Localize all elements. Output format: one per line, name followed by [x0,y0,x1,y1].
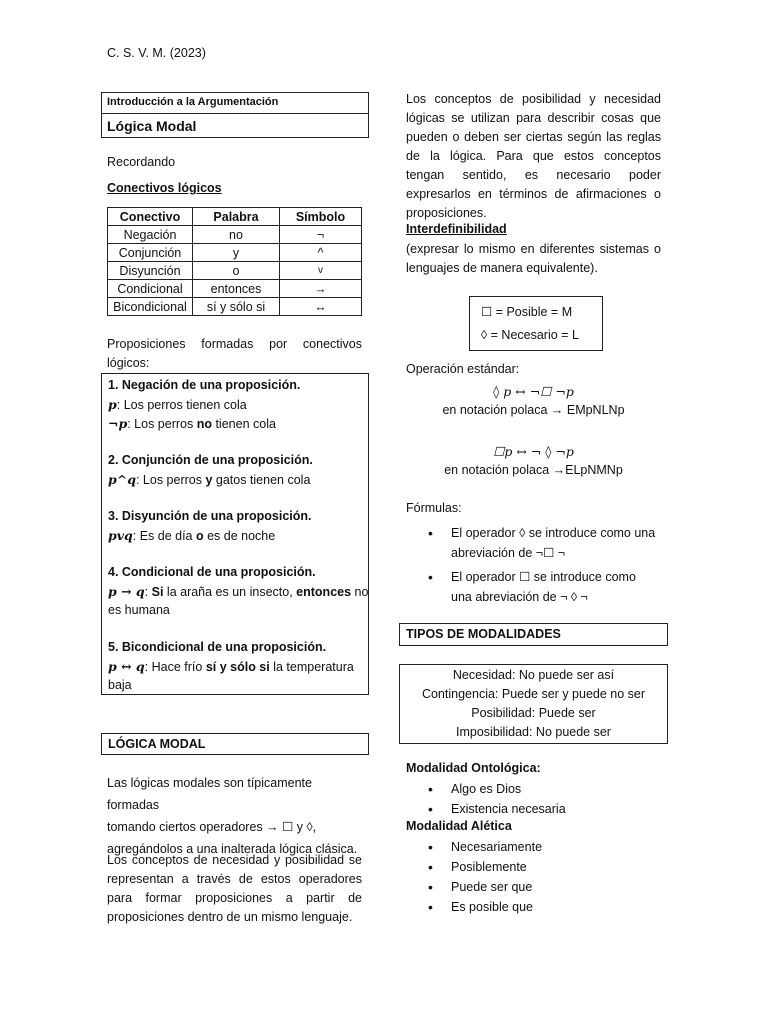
paragraph-line: agregándolos a una inalterada lógica clásica. [107,842,358,856]
prop-bicondicional-title: 5. Bicondicional de una proposición. [108,640,327,654]
list-item: • Existencia necesaria [406,799,668,819]
tipos-modalidades-box: TIPOS DE MODALIDADES [399,623,668,646]
paragraph-line: Las lógicas modales son típicamente formadas [107,776,312,812]
conectivos-heading: Conectivos lógicos [107,181,222,195]
list-item: • Posiblemente [406,857,668,877]
prop-text: gatos tienen cola [212,473,311,487]
connectives-table [107,207,362,316]
necesario-definition: ◊ = Necesario = L [481,328,579,342]
recordando-label: Recordando [107,155,176,169]
modalidad-ontologica-heading: Modalidad Ontológica: [406,761,541,775]
table-cell: ¬ [280,226,362,244]
list-item-line: abreviación de ¬☐ ¬ [451,546,566,560]
prop-conjuncion-example [108,470,362,489]
list-item: • Puede ser que [406,877,668,897]
table-cell: Negación [108,226,193,244]
prop-keyword: sí y sólo si [205,660,270,674]
modalidad-aletica-heading: Modalidad Alética [406,819,512,833]
table-cell: ^ [280,244,362,262]
prop-keyword: Si [151,585,164,599]
prop-keyword: o [195,529,204,543]
prop-disyuncion-title: 3. Disyunción de una proposición. [108,509,312,523]
prop-text: no [351,585,369,599]
modalidad-necesidad: Necesidad: No puede ser así [452,668,615,682]
prop-keyword: no [196,417,212,431]
proposiciones-intro: Proposiciones formadas por conectivos lógicos: [107,337,362,370]
posible-definition: ☐ = Posible = M [481,305,573,319]
prop-symbol: p → q [108,584,145,599]
list-item-line: una abreviación de ¬ ◊ ¬ [451,590,588,604]
aletica-list [406,837,668,917]
interdefinibilidad-text: (expresar lo mismo en diferentes sistemas o lenguajes de manera equivalente). [406,242,661,275]
list-item-line: • El operador ☐ se introduce como [451,570,636,584]
table-row [108,244,362,262]
prop-text: la temperatura [269,660,354,674]
prop-condicional-title: 4. Condicional de una proposición. [108,565,316,579]
paragraph-line: tomando ciertos operadores → ☐ y ◊, [107,820,317,834]
table-cell: → [280,280,362,298]
list-item: • Necesariamente [406,837,668,857]
modalidades-box [399,664,668,744]
table-row [108,280,362,298]
table-cell: Disyunción [108,262,193,280]
prop-text: : Es de día [132,529,196,543]
document-title: Lógica Modal [107,118,197,134]
table-cell: y [193,244,280,262]
modalidad-imposibilidad: Imposibilidad: No puede ser [456,725,611,739]
prop-negacion-example-1 [108,395,362,414]
table-header: Palabra [193,208,280,226]
modal-logic-paragraph-2: Los conceptos de necesidad y posibilidad se representan a través de estos operadores para formar proposiciones a partir de proposiciones dentro de un mismo lenguaje. [107,853,362,924]
prop-keyword: y [205,473,213,487]
table-cell: no [193,226,280,244]
table-cell: entonces [193,280,280,298]
prop-keyword: entonces [296,585,352,599]
table-cell: Condicional [108,280,193,298]
course-title-box [101,92,369,138]
prop-symbol: ¬p [108,416,128,431]
prop-negacion-title: 1. Negación de una proposición. [108,378,301,392]
list-item-line: • El operador ◊ se introduce como una [451,526,656,540]
formulas-label: Fórmulas: [406,501,462,515]
table-cell: o [193,262,280,280]
table-cell: Bicondicional [108,298,193,316]
prop-text: la araña es un insecto, [163,585,297,599]
table-cell: ↔ [280,298,362,316]
prop-text: tienen cola [211,417,276,431]
prop-text: : [144,585,152,599]
polish-notation-1: en notación polaca → EMpNLNp [442,403,625,417]
prop-conjuncion-title: 2. Conjunción de una proposición. [108,453,313,467]
prop-symbol: p^q [108,472,136,487]
propositions-box [101,373,369,695]
modal-logic-paragraph-1 [107,772,362,860]
polish-notation-2: en notación polaca →ELpNMNp [444,463,623,477]
prop-condicional-example [108,582,369,601]
intro-paragraph: Los conceptos de posibilidad y necesidad lógicas se utilizan para describir cosas que pueden o deben ser ciertas según las reglas de la lógica. Para que estos conceptos tengan sentido, es necesario poder expresarlos en términos de afirmaciones o proposiciones. [406,92,661,220]
interdefinibilidad-heading: Interdefinibilidad [406,222,507,236]
list-item: • Algo es Dios [406,779,668,799]
formula-2: ☐p ↔ ¬ ◊ ¬p [493,444,574,459]
prop-negacion-example-2 [108,414,362,433]
table-header: Símbolo [280,208,362,226]
table-row [108,226,362,244]
prop-text: : Los perros [127,417,197,431]
prop-symbol: p ↔ q [108,659,145,674]
prop-text: : Los perros [135,473,206,487]
table-cell: v [280,262,362,280]
modalidad-contingencia: Contingencia: Puede ser y puede no ser [421,687,646,701]
list-item [406,567,668,607]
course-name: Introducción a la Argumentación [102,93,368,114]
prop-disyuncion-example [108,526,362,545]
table-row [108,262,362,280]
table-cell: sí y sólo si [193,298,280,316]
list-item [406,523,668,563]
prop-bicondicional-example-cont: baja [108,678,132,692]
list-item: • Es posible que [406,897,668,917]
table-header-row [108,208,362,226]
prop-bicondicional-example [108,657,362,676]
prop-text: : Los perros tienen cola [116,398,247,412]
table-row [108,298,362,316]
prop-condicional-example-cont: es humana [108,603,170,617]
prop-symbol: p [108,397,117,412]
table-header: Conectivo [108,208,193,226]
modalidad-posibilidad: Posibilidad: Puede ser [471,706,596,720]
prop-text: : Hace frío [144,660,206,674]
operacion-estandar-label: Operación estándar: [406,362,520,376]
formulas-list [406,523,668,607]
table-cell: Conjunción [108,244,193,262]
logica-modal-section-box: LÓGICA MODAL [101,733,369,755]
prop-symbol: pvq [108,528,133,543]
operator-definition-box [469,296,603,351]
author-header: C. S. V. M. (2023) [107,46,206,60]
formula-1: ◊ p ↔ ¬☐ ¬p [493,384,574,399]
ontologica-list [406,779,668,819]
prop-text: es de noche [203,529,276,543]
